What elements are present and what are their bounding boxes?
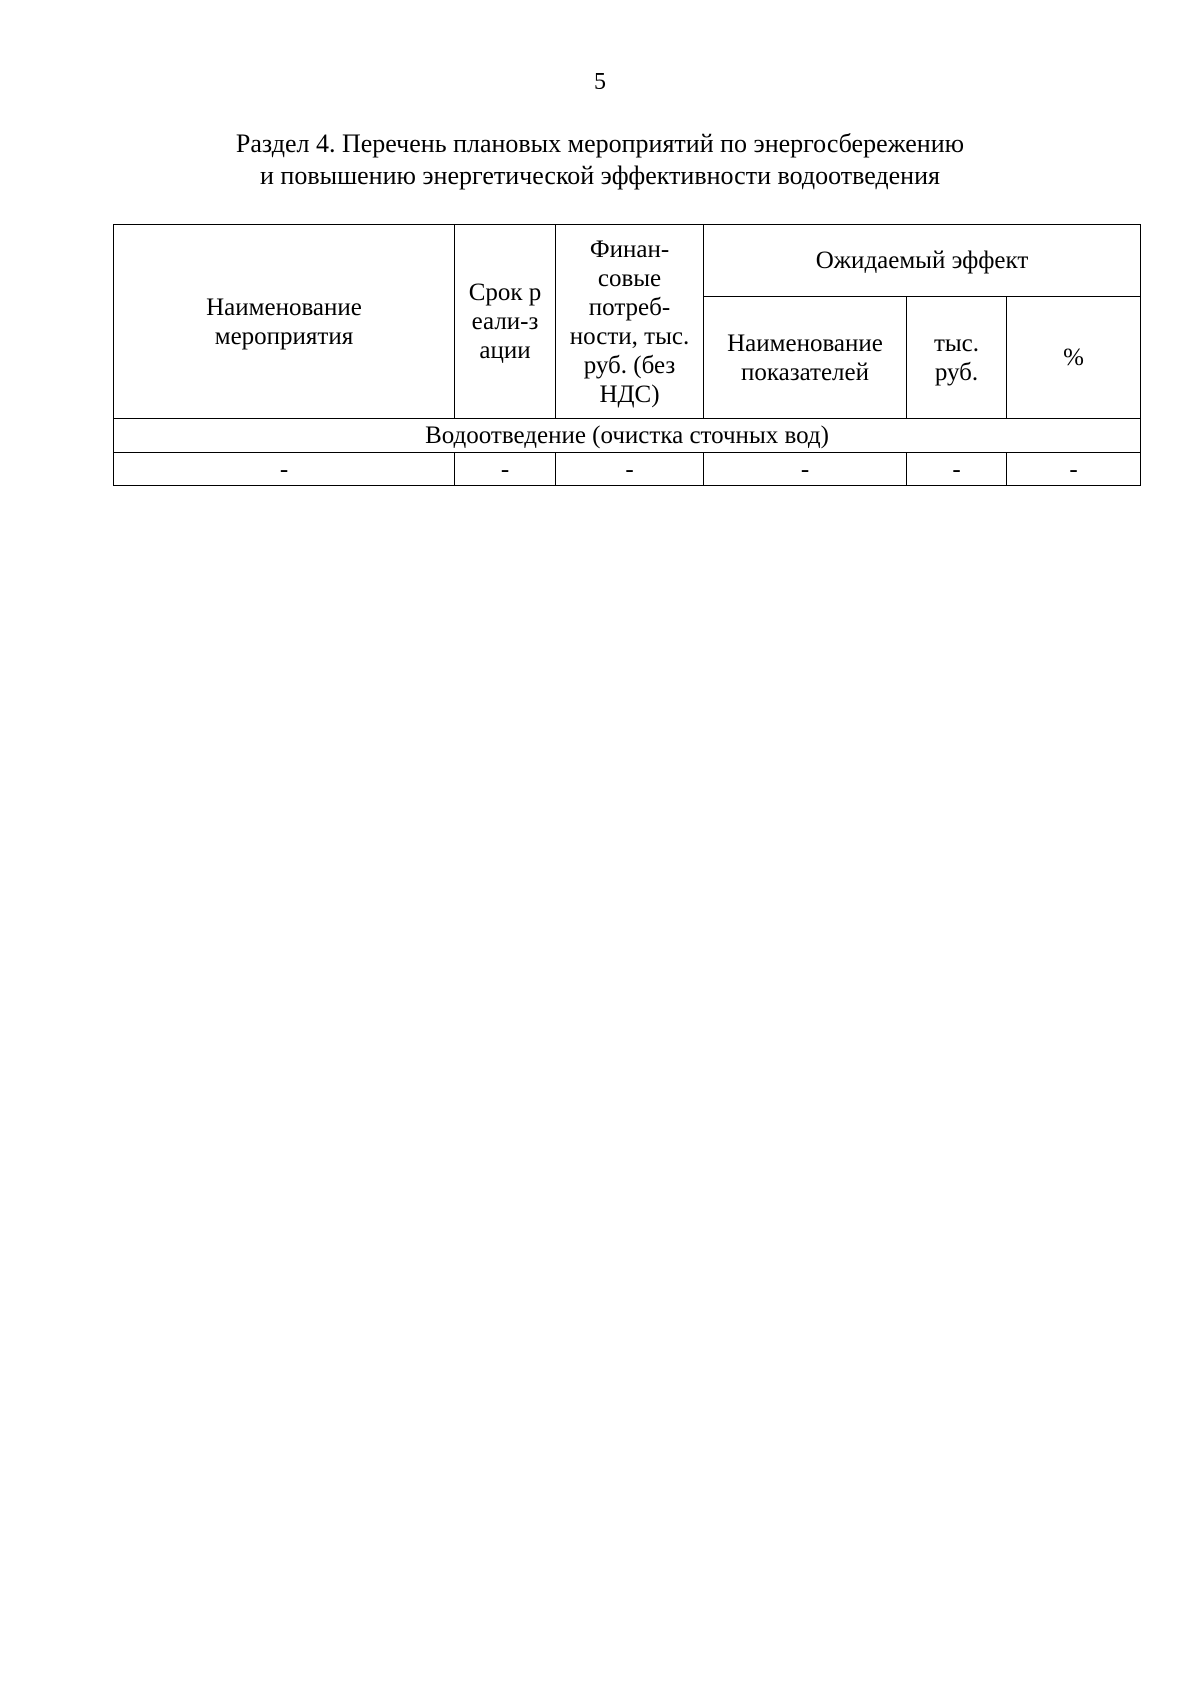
measures-table	[113, 224, 1141, 486]
table-cell: -	[556, 453, 704, 486]
section-row	[114, 419, 1141, 453]
table-cell: -	[704, 453, 907, 486]
table-row	[114, 453, 1141, 486]
section-title-line-1: Раздел 4. Перечень плановых мероприятий по энергосбережению	[235, 129, 965, 158]
header-term-text: Срок реали-зации	[468, 279, 542, 364]
header-indicator-name-text: Наименование показателей	[727, 329, 883, 386]
header-row-1	[114, 225, 1141, 297]
header-thousand-rub-text: тыс. руб.	[933, 329, 980, 386]
header-term	[455, 225, 556, 419]
header-thousand-rub	[907, 297, 1007, 419]
table-cell: -	[1007, 453, 1141, 486]
section-title-line-2: и повышению энергетической эффективности водоотведения	[260, 161, 940, 190]
page-number: 5	[594, 69, 606, 95]
section-row-label: Водоотведение (очистка сточных вод)	[114, 419, 1141, 453]
header-expected-effect: Ожидаемый эффект	[704, 225, 1141, 297]
header-finance	[556, 225, 704, 419]
section-title	[0, 128, 1200, 192]
header-percent: %	[1007, 297, 1141, 419]
table-cell: -	[114, 453, 455, 486]
header-name	[114, 225, 455, 419]
header-indicator-name	[704, 297, 907, 419]
table-cell: -	[455, 453, 556, 486]
header-name-text: Наименование мероприятия	[206, 293, 362, 350]
header-finance-text: Финан-совые потреб-ности, тыс. руб. (без НДС)	[569, 235, 690, 408]
table-cell: -	[907, 453, 1007, 486]
